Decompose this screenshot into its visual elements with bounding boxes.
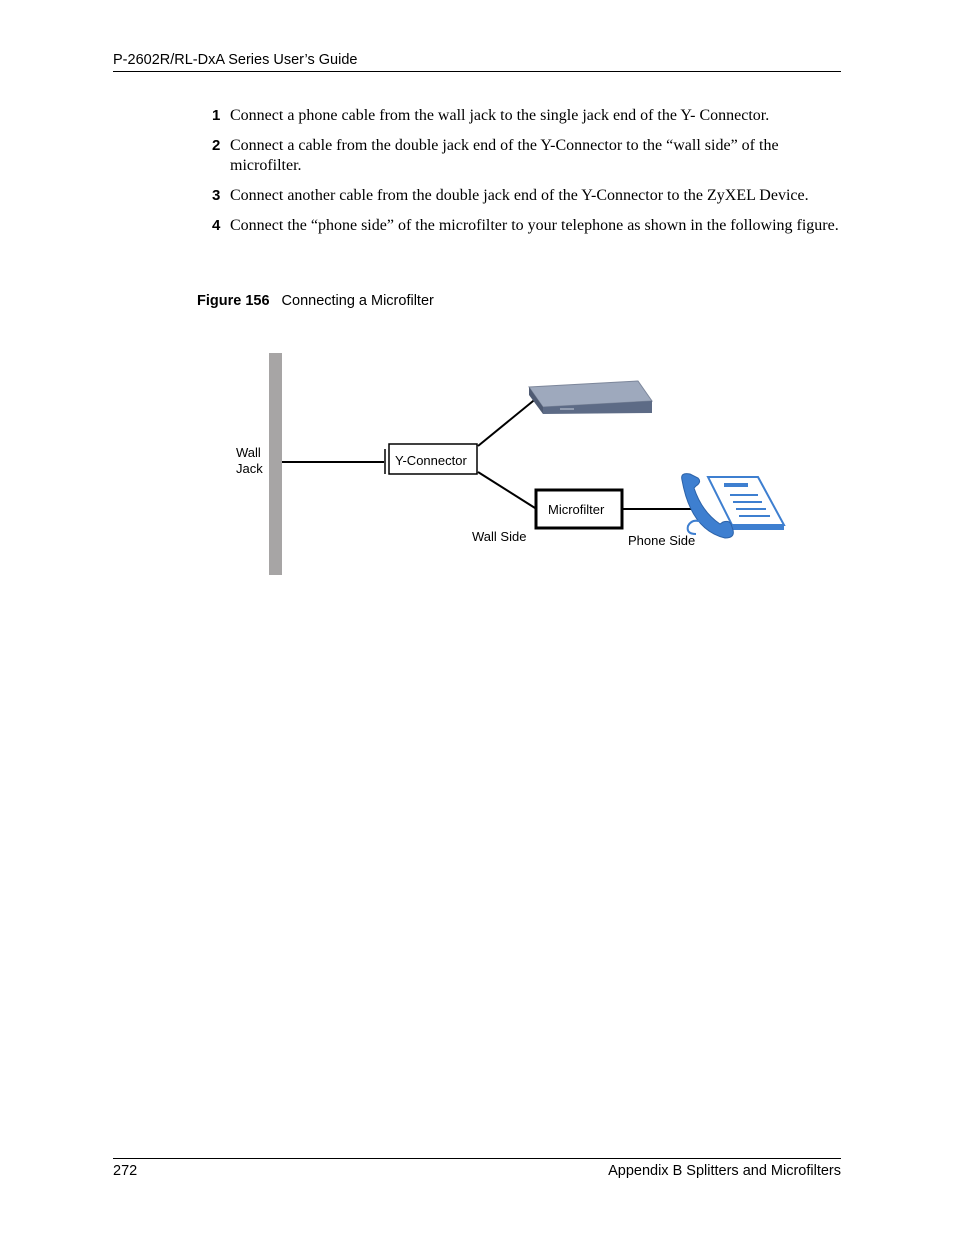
step-number: 2 [212, 137, 221, 154]
figure-label: Figure 156 [197, 293, 270, 309]
zyxel-device-icon [529, 381, 652, 414]
wall-side-label: Wall Side [472, 529, 527, 544]
step-number: 3 [212, 187, 221, 204]
step-item [212, 106, 842, 126]
phone-side-label: Phone Side [628, 533, 696, 548]
step-text: Connect a phone cable from the wall jack to the single jack end of the Y- Connector. [230, 107, 770, 124]
step-number: 1 [212, 107, 221, 124]
y-connector-label: Y-Connector [395, 453, 467, 468]
wall-bar [269, 353, 282, 575]
page-footer [113, 1158, 841, 1179]
page-header [113, 51, 841, 72]
step-text: Connect a cable from the double jack end of the Y-Connector to the “wall side” of the microfilter. [230, 137, 779, 174]
step-item [212, 216, 842, 236]
step-number: 4 [212, 217, 221, 234]
guide-title: P-2602R/RL-DxA Series User’s Guide [113, 52, 358, 68]
step-item [212, 186, 842, 206]
jack-label: Jack [236, 461, 263, 476]
instruction-steps [212, 106, 842, 246]
step-text: Connect the “phone side” of the microfilter to your telephone as shown in the following figure. [230, 217, 839, 234]
microfilter-diagram [230, 350, 790, 578]
telephone-icon [682, 474, 784, 538]
wall-label: Wall [236, 445, 261, 460]
footer-section-title: Appendix B Splitters and Microfilters [608, 1163, 841, 1179]
microfilter-label: Microfilter [548, 502, 605, 517]
figure-caption [197, 293, 434, 309]
connector-to-device-cable [478, 397, 538, 446]
figure-title: Connecting a Microfilter [281, 293, 434, 309]
page-number: 272 [113, 1163, 138, 1179]
diagram-svg [230, 350, 790, 578]
step-text: Connect another cable from the double jack end of the Y-Connector to the ZyXEL Device. [230, 187, 809, 204]
step-item [212, 136, 842, 176]
connector-to-microfilter-cable [478, 472, 535, 508]
